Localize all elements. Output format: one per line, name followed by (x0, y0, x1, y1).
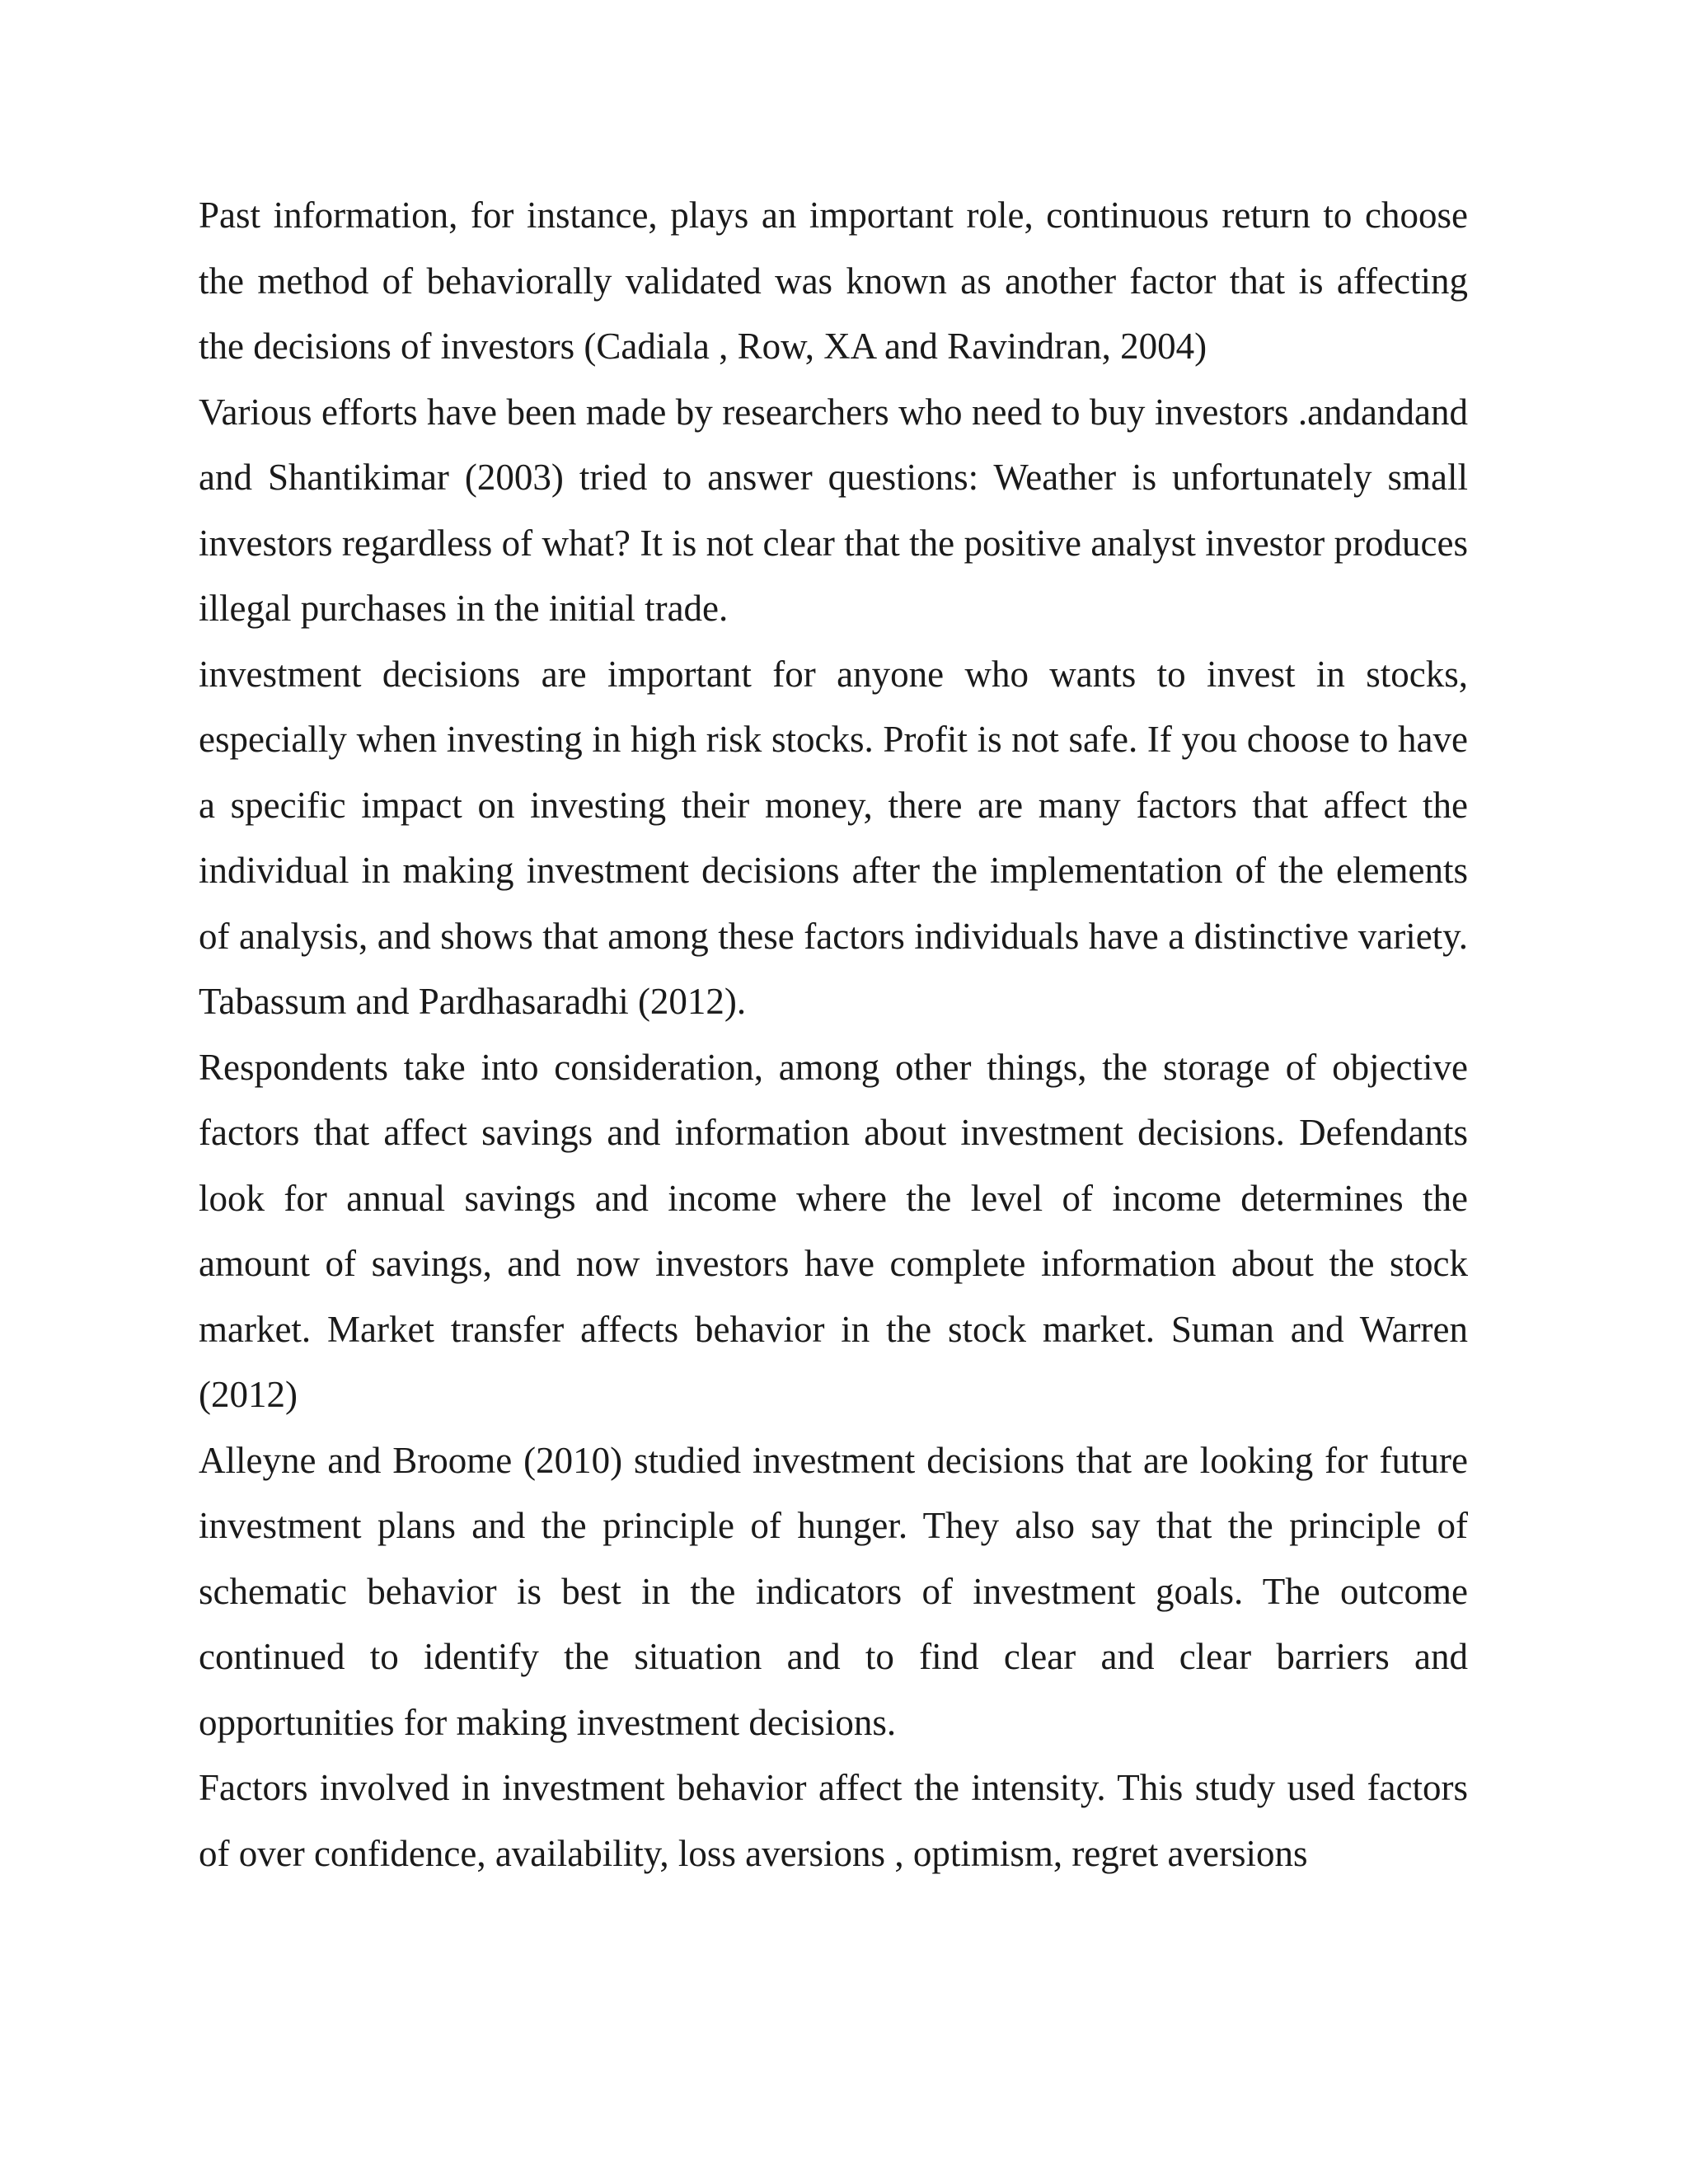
paragraph-factors-involved: Factors involved in investment behavior affect the intensity. This study used factors of over confidence, availability, loss aversions , optimism, regret aversions (199, 1767, 1468, 1874)
paragraph-various-efforts: Various efforts have been made by researchers who need to buy investors .andandand and Shantikimar (2003) tried to answer questions: Weather is unfortunately small investors regardless of what? It is not clear that the positive analyst investor produces illegal purchases in the initial trade. (199, 391, 1468, 629)
body-text (199, 183, 1468, 1886)
paragraph-past-information: Past information, for instance, plays an important role, continuous return to choose the method of behaviorally validated was known as another factor that is affecting the decisions of investors (Cadiala , Row, XA and Ravindran, 2004) (199, 194, 1468, 367)
paragraph-respondents: Respondents take into consideration, among other things, the storage of objective factors that affect savings and information about investment decisions. Defendants look for annual savings and income where the level of income determines the amount of savings, and now investors have complete information about the stock market. Market transfer affects behavior in the stock market. Suman and Warren (2012) (199, 1046, 1468, 1415)
paragraph-investment-decisions: investment decisions are important for anyone who wants to invest in stocks, especially when investing in high risk stocks. Profit is not safe. If you choose to have a specific impact on investing their money, there are many factors that affect the individual in making investment decisions after the implementation of the elements of analysis, and shows that among these factors individuals have a distinctive variety. Tabassum and Pardhasaradhi (2012). (199, 653, 1468, 1022)
paragraph-alleyne-broome: Alleyne and Broome (2010) studied investment decisions that are looking for future investment plans and the principle of hunger. They also say that the principle of schematic behavior is best in the indicators of investment goals. The outcome continued to identify the situation and to find clear and clear barriers and opportunities for making investment decisions. (199, 1439, 1468, 1743)
